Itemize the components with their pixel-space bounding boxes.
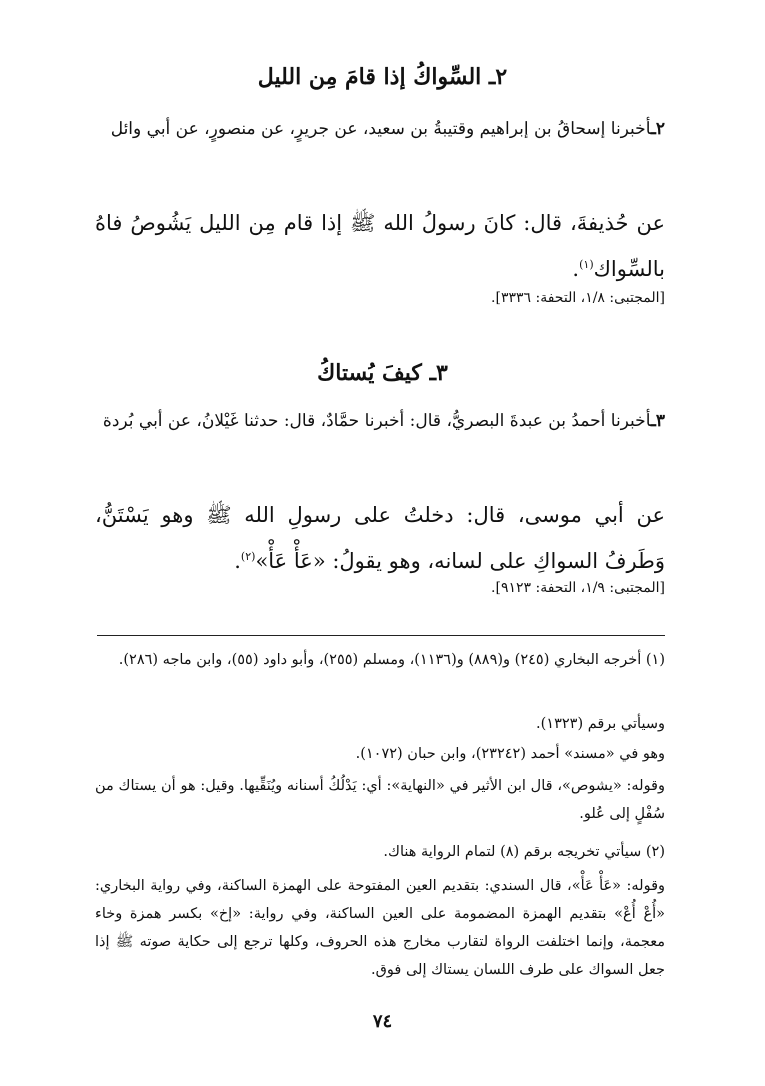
section-2-matn-end: . xyxy=(572,257,580,281)
footnote-marker-2: (٢) xyxy=(240,550,256,563)
section-3-matn-text: عن أبي موسى، قال: دخلتُ على رسولِ الله ﷺ وهو يَسْتَنُّ، وَطَرفُ السواكِ على لسانه، وهو يقولُ: «عَأْ عَأْ» xyxy=(95,503,665,573)
section-2-matn xyxy=(95,200,665,292)
section-2-isnad-number: ٢ـ xyxy=(650,119,665,139)
section-2-isnad-text: أخبرنا إسحاقُ بن إبراهيم وقتيبةُ بن سعيد، عن جريرٍ، عن منصورٍ، عن أبي وائل xyxy=(110,119,651,139)
page-number: ٧٤ xyxy=(372,1011,393,1032)
footnote-1-cross-ref: وسيأتي برقم (١٣٢٣). xyxy=(536,716,665,732)
section-2-isnad xyxy=(95,108,665,150)
section-3-reference: [المجتبى: ١/٩، التحفة: ٩١٢٣]. xyxy=(491,580,665,596)
section-2-reference: [المجتبى: ١/٨، التحفة: ٣٣٣٦]. xyxy=(491,290,665,306)
section-2-matn-text: عن حُذيفةَ، قال: كانَ رسولُ الله ﷺ إذا قام مِن الليل يَشُوصُ فاهُ بالسِّواك xyxy=(95,211,665,281)
section-3-matn-end: . xyxy=(234,549,241,573)
section-3-matn xyxy=(95,492,665,584)
section-3-isnad-text: أخبرنا أحمدُ بن عبدةَ البصريُّ، قال: أخبرنا حمَّادٌ، قال: حدثنا غَيْلانُ، عن أبي بُردة xyxy=(102,411,651,431)
section-2-heading: ٢ـ السِّواكُ إذا قامَ مِن الليل xyxy=(257,64,508,90)
section-3-heading: ٣ـ كيفَ يُستاكُ xyxy=(317,360,448,386)
footnote-2-sources: (٢) سيأتي تخريجه برقم (٨) لتمام الرواية هناك. xyxy=(383,844,665,860)
footnote-2-explanation: وقوله: «عَأْ عَأْ»، قال السندي: بتقديم العين المفتوحة على الهمزة الساكنة، وفي رواية البخاري: «أُعْ أُعْ» بتقديم الهمزة المضمومة على العين الساكنة، وفي رواية: «إخ» بكسر همزة وخاء معجمة، وإنما اختلفت الرواة لتقارب مخارج هذه الحروف، وكلها ترجع إلى حكاية صوته ﷺ إذا جعل السواك على طرف اللسان يستاك إلى فوق. xyxy=(95,878,665,978)
section-3-isnad xyxy=(95,400,665,442)
footnote-1-explanation: وقوله: «يشوص»، قال ابن الأثير في «النهاية»: أي: يَدْلُكُ أسنانه ويُنَقِّيها. وقيل: هو أن يستاك من سُفْلٍ إلى عُلو. xyxy=(95,778,665,822)
footnote-marker-1: (١) xyxy=(579,258,594,271)
footnote-divider xyxy=(97,635,665,636)
section-3-isnad-number: ٣ـ xyxy=(650,411,665,431)
footnote-1-musnad: وهو في «مسند» أحمد (٢٣٢٤٢)، وابن حبان (١٠٧٢). xyxy=(355,746,665,762)
footnote-1-sources: (١) أخرجه البخاري (٢٤٥) و(٨٨٩) و(١١٣٦)، ومسلم (٢٥٥)، وأبو داود (٥٥)، وابن ماجه (٢٨٦). xyxy=(118,652,665,668)
